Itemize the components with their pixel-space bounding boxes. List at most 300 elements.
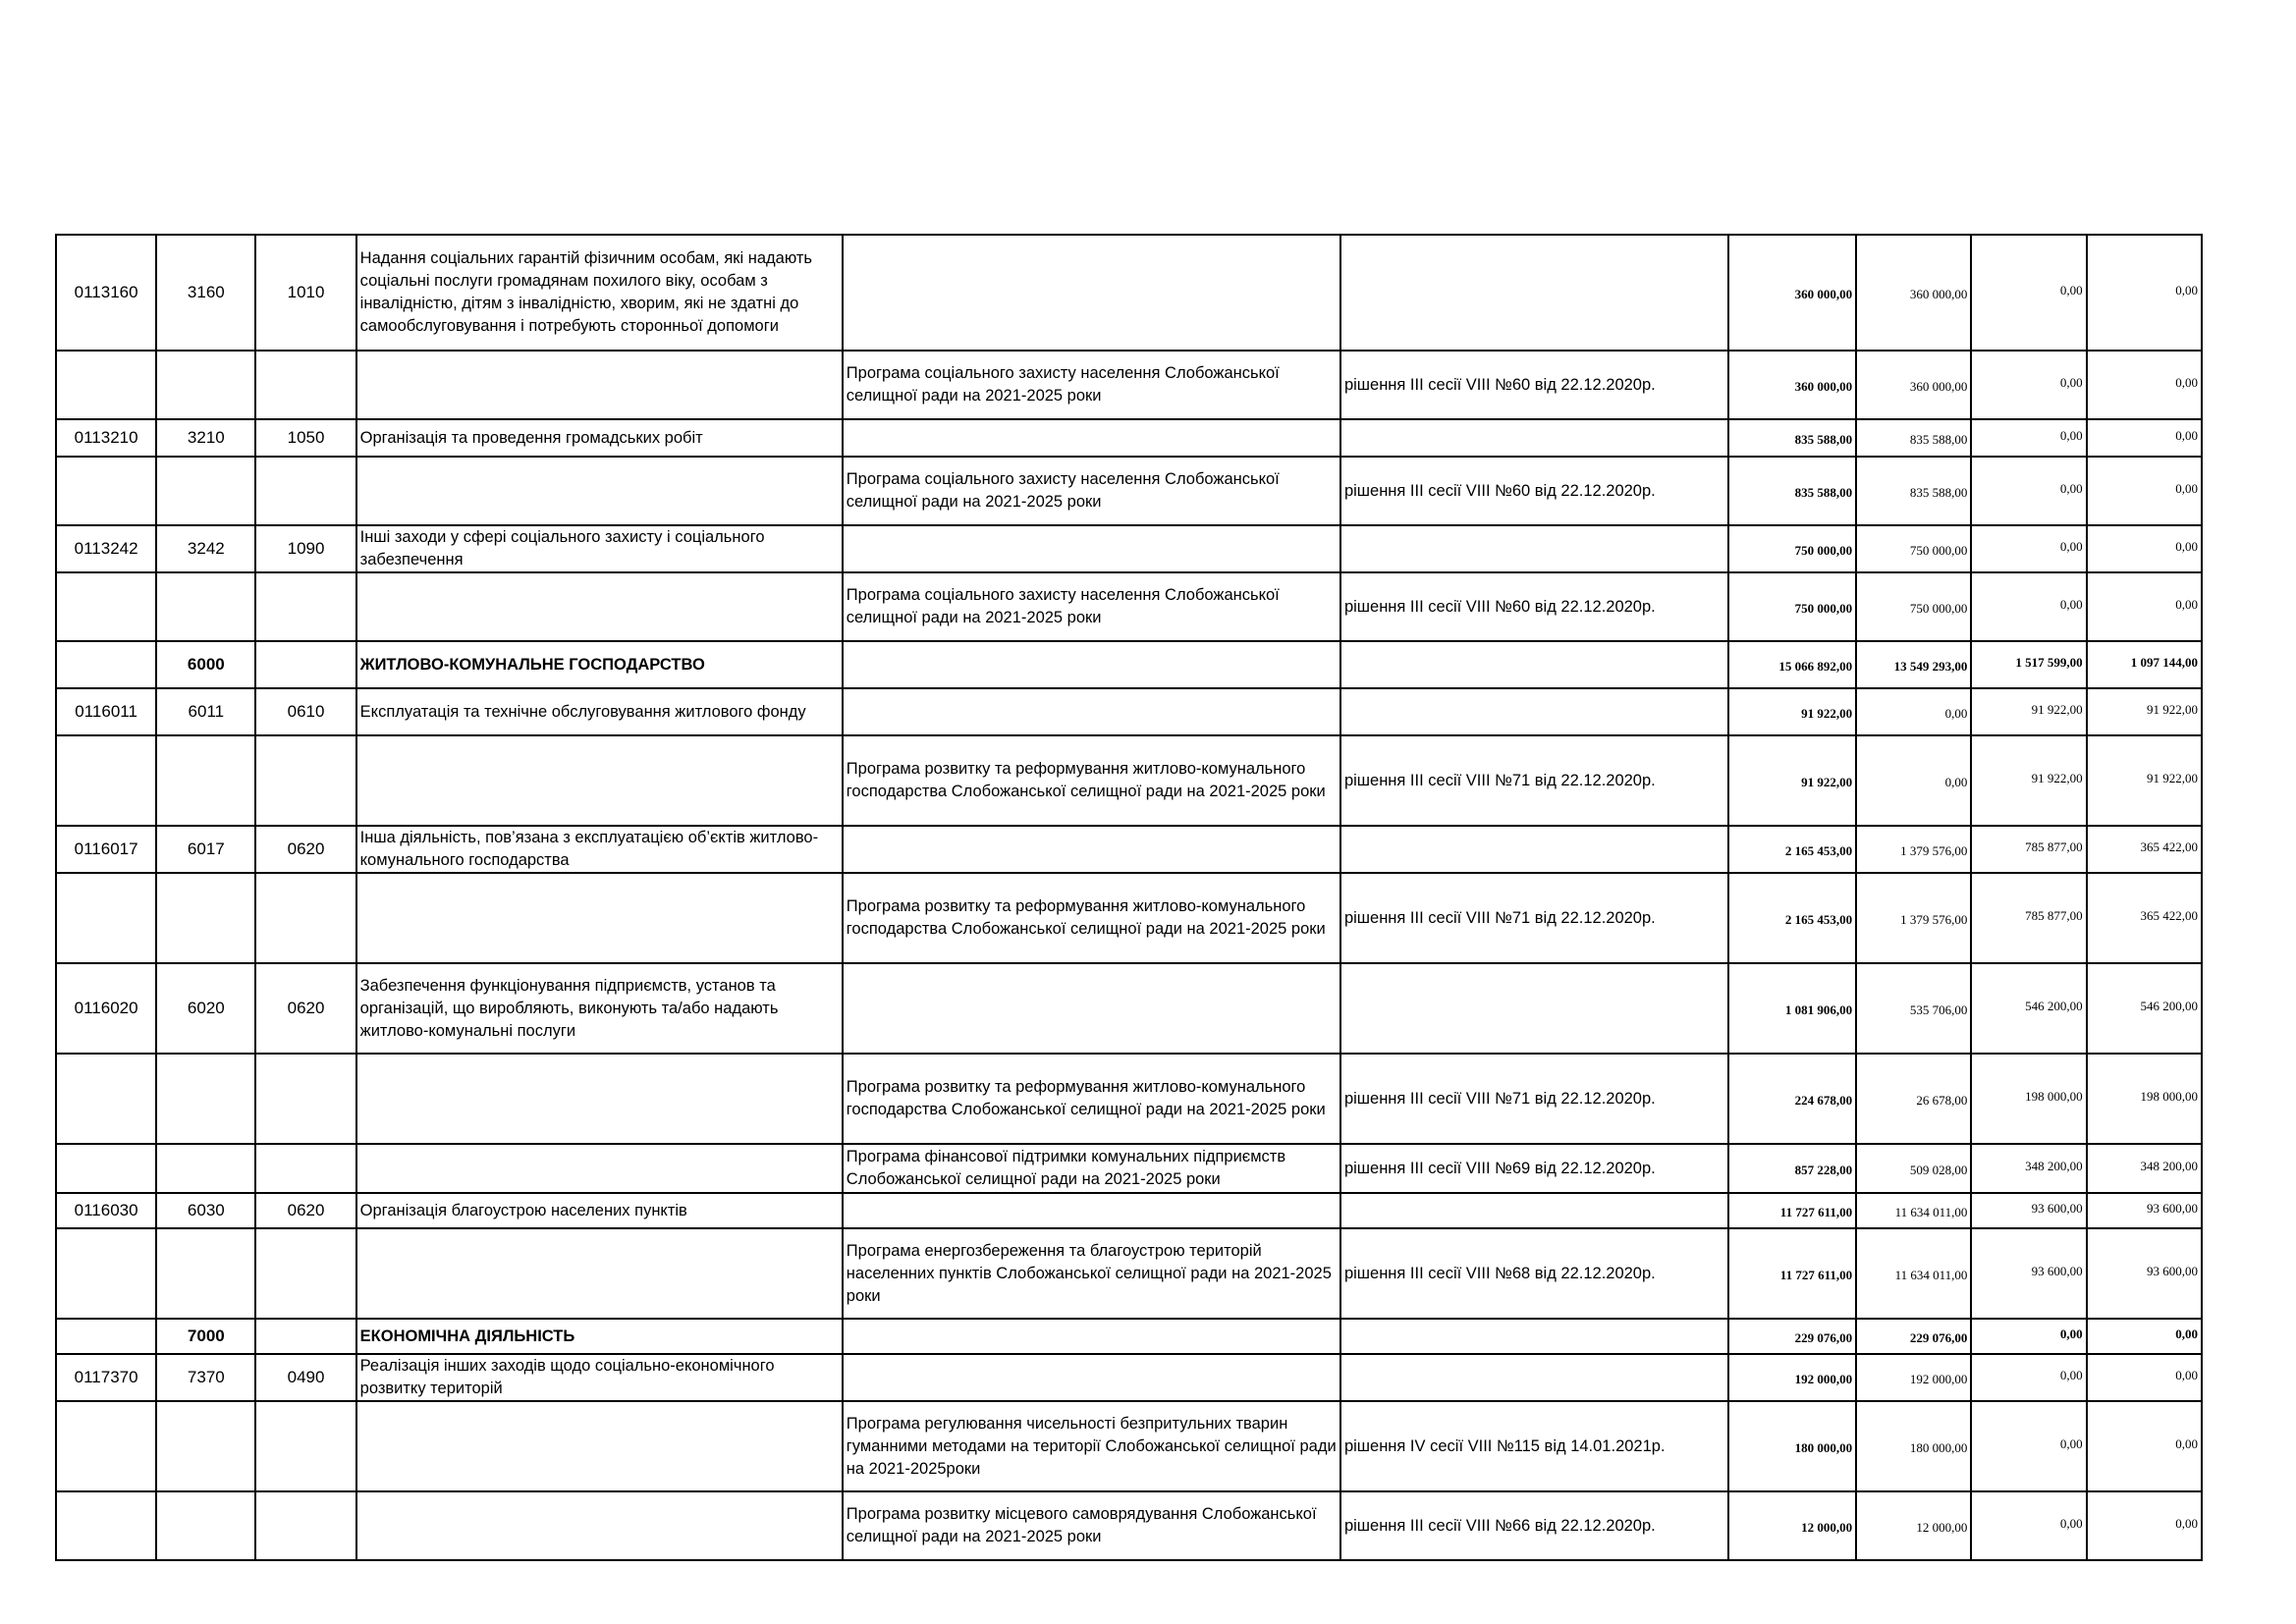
special-fund-value: [1971, 572, 2086, 641]
development-budget-value-text: 0,00: [2175, 539, 2198, 554]
code-cell-function: [255, 1491, 355, 1560]
development-budget-value: [2087, 351, 2202, 419]
general-fund-value-text: 0,00: [1944, 706, 1968, 721]
development-budget-value-text: 0,00: [2175, 375, 2198, 390]
code-cell-typical: 3210: [156, 419, 255, 457]
code-cell-typical: 6000: [156, 641, 255, 688]
total-value: [1728, 1319, 1856, 1354]
code-cell-function: 0490: [255, 1354, 355, 1401]
program-row: [56, 873, 2202, 963]
general-fund-value-text: 360 000,00: [1909, 379, 1968, 394]
code-cell-typical: 7000: [156, 1319, 255, 1354]
program-cell: Програма розвитку місцевого самоврядування Слобожанської селищної ради на 2021-2025 роки: [843, 1491, 1340, 1560]
budget-programs-table: [55, 234, 2203, 1561]
total-value-text: 11 727 611,00: [1779, 1268, 1853, 1282]
special-fund-value: [1971, 525, 2086, 572]
special-fund-value-text: 0,00: [2059, 1326, 2083, 1341]
special-fund-value-text: 91 922,00: [2031, 771, 2083, 785]
name-cell: ЕКОНОМІЧНА ДІЯЛЬНІСТЬ: [356, 1319, 843, 1354]
total-value: [1728, 1354, 1856, 1401]
special-fund-value-text: 0,00: [2059, 539, 2083, 554]
table-row: [56, 1354, 2202, 1401]
decision-cell: [1340, 688, 1728, 735]
code-cell-function: [255, 873, 355, 963]
code-cell-typical: 6020: [156, 963, 255, 1054]
total-value-text: 180 000,00: [1794, 1440, 1853, 1455]
general-fund-value: [1856, 826, 1971, 873]
development-budget-value: [2087, 572, 2202, 641]
code-cell-function: [255, 1319, 355, 1354]
special-fund-value: [1971, 1228, 2086, 1319]
code-cell-function: [255, 351, 355, 419]
decision-cell: [1340, 1193, 1728, 1228]
program-cell: [843, 641, 1340, 688]
program-cell: [843, 419, 1340, 457]
program-cell: Програма регулювання чисельності безпритульних тварин гуманними методами на території Слобожанської селищної ради на 2021-2025роки: [843, 1401, 1340, 1491]
total-value-text: 91 922,00: [1801, 775, 1853, 789]
program-row: [56, 1144, 2202, 1193]
name-cell: [356, 1401, 843, 1491]
special-fund-value-text: 93 600,00: [2031, 1201, 2083, 1216]
code-cell-typical: 6030: [156, 1193, 255, 1228]
general-fund-value: [1856, 641, 1971, 688]
special-fund-value: [1971, 235, 2086, 351]
total-value-text: 229 076,00: [1794, 1330, 1853, 1345]
total-value-text: 12 000,00: [1801, 1520, 1853, 1535]
code-cell-typical: 6011: [156, 688, 255, 735]
special-fund-value: [1971, 1491, 2086, 1560]
general-fund-value: [1856, 235, 1971, 351]
table-row: [56, 688, 2202, 735]
development-budget-value: [2087, 419, 2202, 457]
decision-cell: [1340, 826, 1728, 873]
total-value-text: 2 165 453,00: [1784, 912, 1853, 927]
code-cell-typical: [156, 1054, 255, 1144]
development-budget-value-text: 0,00: [2175, 481, 2198, 496]
total-value-text: 1 081 906,00: [1784, 1002, 1853, 1017]
total-value-text: 15 066 892,00: [1778, 659, 1853, 674]
name-cell: [356, 873, 843, 963]
decision-cell: [1340, 1354, 1728, 1401]
development-budget-value: [2087, 525, 2202, 572]
special-fund-value-text: 91 922,00: [2031, 702, 2083, 717]
total-value-text: 835 588,00: [1794, 432, 1853, 447]
program-cell: Програма енергозбереження та благоустрою територій населенних пунктів Слобожанської селищної ради на 2021-2025 роки: [843, 1228, 1340, 1319]
total-value-text: 192 000,00: [1794, 1372, 1853, 1386]
name-cell: [356, 1491, 843, 1560]
decision-cell: рішення ІІІ сесії VІІІ №69 від 22.12.2020р.: [1340, 1144, 1728, 1193]
program-cell: [843, 688, 1340, 735]
special-fund-value-text: 198 000,00: [2025, 1089, 2083, 1104]
special-fund-value: [1971, 873, 2086, 963]
name-cell: [356, 572, 843, 641]
code-cell-program: 0113242: [56, 525, 156, 572]
table-body: [56, 235, 2202, 1560]
code-cell-function: [255, 1401, 355, 1491]
total-value: [1728, 688, 1856, 735]
special-fund-value: [1971, 457, 2086, 525]
general-fund-value: [1856, 351, 1971, 419]
general-fund-value-text: 11 634 011,00: [1894, 1205, 1968, 1219]
code-cell-program: [56, 735, 156, 826]
development-budget-value-text: 0,00: [2175, 1516, 2198, 1531]
general-fund-value: [1856, 572, 1971, 641]
code-cell-typical: [156, 572, 255, 641]
code-cell-program: [56, 1054, 156, 1144]
name-cell: Забезпечення функціонування підприємств, установ та організацій, що виробляють, виконують та/або надають житлово-комунальні послуги: [356, 963, 843, 1054]
name-cell: [356, 457, 843, 525]
development-budget-value-text: 0,00: [2175, 597, 2198, 612]
special-fund-value: [1971, 1054, 2086, 1144]
name-cell: Надання соціальних гарантій фізичним особам, які надають соціальні послуги громадянам похилого віку, особам з інвалідністю, дітям з інвалідністю, хворим, які не здатні до самообслуговування і потребують сторонньої допомоги: [356, 235, 843, 351]
total-value-text: 750 000,00: [1794, 601, 1853, 616]
development-budget-value: [2087, 826, 2202, 873]
program-cell: [843, 1193, 1340, 1228]
code-cell-program: [56, 457, 156, 525]
program-cell: [843, 525, 1340, 572]
general-fund-value: [1856, 963, 1971, 1054]
general-fund-value: [1856, 688, 1971, 735]
program-row: [56, 1401, 2202, 1491]
general-fund-value-text: 535 706,00: [1909, 1002, 1968, 1017]
program-cell: [843, 826, 1340, 873]
general-fund-value-text: 1 379 576,00: [1900, 912, 1968, 927]
total-value-text: 11 727 611,00: [1779, 1205, 1853, 1219]
total-value-text: 224 678,00: [1794, 1093, 1853, 1108]
development-budget-value: [2087, 1144, 2202, 1193]
decision-cell: [1340, 235, 1728, 351]
total-value: [1728, 419, 1856, 457]
development-budget-value-text: 0,00: [2175, 428, 2198, 443]
code-cell-program: [56, 1491, 156, 1560]
special-fund-value: [1971, 826, 2086, 873]
general-fund-value: [1856, 525, 1971, 572]
general-fund-value-text: 835 588,00: [1909, 432, 1968, 447]
special-fund-value-text: 0,00: [2059, 1436, 2083, 1451]
name-cell: [356, 1228, 843, 1319]
general-fund-value-text: 360 000,00: [1909, 287, 1968, 301]
code-cell-program: 0116030: [56, 1193, 156, 1228]
program-row: [56, 735, 2202, 826]
general-fund-value-text: 12 000,00: [1916, 1520, 1968, 1535]
development-budget-value-text: 365 422,00: [2140, 839, 2198, 854]
name-cell: Інша діяльність, пов’язана з експлуатацією об’єктів житлово-комунального господарства: [356, 826, 843, 873]
development-budget-value-text: 198 000,00: [2140, 1089, 2198, 1104]
name-cell: [356, 351, 843, 419]
total-value: [1728, 735, 1856, 826]
decision-cell: [1340, 1319, 1728, 1354]
total-value: [1728, 235, 1856, 351]
development-budget-value: [2087, 688, 2202, 735]
development-budget-value-text: 91 922,00: [2147, 702, 2198, 717]
special-fund-value-text: 0,00: [2059, 481, 2083, 496]
decision-cell: рішення ІІІ сесії VІІІ №60 від 22.12.2020р.: [1340, 457, 1728, 525]
table-row: [56, 525, 2202, 572]
code-cell-function: [255, 735, 355, 826]
general-fund-value: [1856, 1228, 1971, 1319]
total-value-text: 750 000,00: [1794, 543, 1853, 558]
general-fund-value-text: 750 000,00: [1909, 601, 1968, 616]
program-row: [56, 1491, 2202, 1560]
name-cell: [356, 1054, 843, 1144]
general-fund-value: [1856, 1491, 1971, 1560]
total-value-text: 360 000,00: [1794, 287, 1853, 301]
code-cell-typical: [156, 457, 255, 525]
code-cell-program: 0116011: [56, 688, 156, 735]
special-fund-value-text: 546 200,00: [2025, 999, 2083, 1013]
code-cell-function: 0620: [255, 1193, 355, 1228]
total-value-text: 835 588,00: [1794, 485, 1853, 500]
table-row: [56, 235, 2202, 351]
special-fund-value-text: 0,00: [2059, 1368, 2083, 1382]
name-cell: ЖИТЛОВО-КОМУНАЛЬНЕ ГОСПОДАРСТВО: [356, 641, 843, 688]
code-cell-typical: 7370: [156, 1354, 255, 1401]
total-value: [1728, 641, 1856, 688]
code-cell-program: [56, 1401, 156, 1491]
general-fund-value-text: 26 678,00: [1916, 1093, 1968, 1108]
code-cell-program: [56, 1228, 156, 1319]
development-budget-value-text: 93 600,00: [2147, 1264, 2198, 1278]
special-fund-value-text: 785 877,00: [2025, 839, 2083, 854]
development-budget-value: [2087, 457, 2202, 525]
program-cell: Програма соціального захисту населення Слобожанської селищної ради на 2021-2025 роки: [843, 457, 1340, 525]
decision-cell: рішення ІІІ сесії VІІІ №71 від 22.12.2020р.: [1340, 735, 1728, 826]
decision-cell: рішення ІV сесії VІІІ №115 від 14.01.2021р.: [1340, 1401, 1728, 1491]
program-cell: Програма розвитку та реформування житлово-комунального господарства Слобожанської селищної ради на 2021-2025 роки: [843, 1054, 1340, 1144]
code-cell-function: 0610: [255, 688, 355, 735]
program-cell: Програма соціального захисту населення Слобожанської селищної ради на 2021-2025 роки: [843, 351, 1340, 419]
code-cell-function: [255, 1228, 355, 1319]
total-value: [1728, 1054, 1856, 1144]
development-budget-value: [2087, 873, 2202, 963]
program-cell: [843, 1319, 1340, 1354]
development-budget-value: [2087, 1491, 2202, 1560]
code-cell-function: 0620: [255, 963, 355, 1054]
code-cell-function: 1010: [255, 235, 355, 351]
decision-cell: [1340, 641, 1728, 688]
general-fund-value-text: 229 076,00: [1909, 1330, 1968, 1345]
special-fund-value-text: 0,00: [2059, 375, 2083, 390]
decision-cell: рішення ІІІ сесії VІІІ №71 від 22.12.2020р.: [1340, 873, 1728, 963]
decision-cell: [1340, 419, 1728, 457]
code-cell-typical: [156, 1491, 255, 1560]
general-fund-value-text: 192 000,00: [1909, 1372, 1968, 1386]
code-cell-program: [56, 572, 156, 641]
total-value-text: 360 000,00: [1794, 379, 1853, 394]
program-row: [56, 351, 2202, 419]
program-cell: Програма соціального захисту населення Слобожанської селищної ради на 2021-2025 роки: [843, 572, 1340, 641]
total-value-text: 857 228,00: [1794, 1163, 1853, 1177]
code-cell-typical: 3242: [156, 525, 255, 572]
total-value: [1728, 1193, 1856, 1228]
general-fund-value-text: 1 379 576,00: [1900, 843, 1968, 858]
code-cell-program: [56, 351, 156, 419]
code-cell-typical: [156, 1228, 255, 1319]
total-value: [1728, 525, 1856, 572]
total-value-text: 91 922,00: [1801, 706, 1853, 721]
special-fund-value-text: 0,00: [2059, 1516, 2083, 1531]
special-fund-value: [1971, 1354, 2086, 1401]
code-cell-typical: [156, 351, 255, 419]
name-cell: Інші заходи у сфері соціального захисту і соціального забезпечення: [356, 525, 843, 572]
general-fund-value: [1856, 1054, 1971, 1144]
name-cell: Реалізація інших заходів щодо соціально-економічного розвитку територій: [356, 1354, 843, 1401]
program-cell: [843, 1354, 1340, 1401]
general-fund-value-text: 180 000,00: [1909, 1440, 1968, 1455]
total-value: [1728, 963, 1856, 1054]
general-fund-value-text: 11 634 011,00: [1894, 1268, 1968, 1282]
development-budget-value-text: 546 200,00: [2140, 999, 2198, 1013]
development-budget-value-text: 91 922,00: [2147, 771, 2198, 785]
development-budget-value: [2087, 1401, 2202, 1491]
table-row: [56, 826, 2202, 873]
code-cell-program: 0113160: [56, 235, 156, 351]
section-row: [56, 641, 2202, 688]
code-cell-program: [56, 1319, 156, 1354]
code-cell-function: 1090: [255, 525, 355, 572]
special-fund-value: [1971, 688, 2086, 735]
special-fund-value-text: 0,00: [2059, 283, 2083, 298]
total-value: [1728, 351, 1856, 419]
special-fund-value: [1971, 963, 2086, 1054]
code-cell-program: [56, 641, 156, 688]
decision-cell: рішення ІІІ сесії VІІІ №66 від 22.12.2020р.: [1340, 1491, 1728, 1560]
section-row: [56, 1319, 2202, 1354]
code-cell-program: [56, 873, 156, 963]
code-cell-program: 0116017: [56, 826, 156, 873]
decision-cell: [1340, 963, 1728, 1054]
code-cell-function: [255, 1054, 355, 1144]
decision-cell: рішення ІІІ сесії VІІІ №60 від 22.12.2020р.: [1340, 351, 1728, 419]
general-fund-value-text: 750 000,00: [1909, 543, 1968, 558]
program-row: [56, 572, 2202, 641]
development-budget-value-text: 93 600,00: [2147, 1201, 2198, 1216]
total-value: [1728, 1228, 1856, 1319]
program-row: [56, 1054, 2202, 1144]
development-budget-value: [2087, 1228, 2202, 1319]
development-budget-value-text: 0,00: [2175, 1326, 2198, 1341]
general-fund-value: [1856, 735, 1971, 826]
code-cell-program: [56, 1144, 156, 1193]
code-cell-function: [255, 641, 355, 688]
general-fund-value-text: 13 549 293,00: [1893, 659, 1968, 674]
total-value: [1728, 826, 1856, 873]
total-value: [1728, 572, 1856, 641]
special-fund-value: [1971, 419, 2086, 457]
table-row: [56, 419, 2202, 457]
special-fund-value-text: 348 200,00: [2025, 1159, 2083, 1173]
development-budget-value-text: 348 200,00: [2140, 1159, 2198, 1173]
special-fund-value: [1971, 1193, 2086, 1228]
general-fund-value: [1856, 457, 1971, 525]
code-cell-typical: [156, 1401, 255, 1491]
decision-cell: рішення ІІІ сесії VІІІ №60 від 22.12.2020р.: [1340, 572, 1728, 641]
special-fund-value-text: 1 517 599,00: [2015, 655, 2083, 670]
code-cell-typical: [156, 1144, 255, 1193]
general-fund-value: [1856, 873, 1971, 963]
code-cell-typical: 3160: [156, 235, 255, 351]
program-row: [56, 1228, 2202, 1319]
development-budget-value-text: 1 097 144,00: [2130, 655, 2198, 670]
decision-cell: рішення ІІІ сесії VІІІ №68 від 22.12.2020р.: [1340, 1228, 1728, 1319]
development-budget-value-text: 365 422,00: [2140, 908, 2198, 923]
development-budget-value: [2087, 1193, 2202, 1228]
general-fund-value-text: 835 588,00: [1909, 485, 1968, 500]
program-cell: [843, 235, 1340, 351]
special-fund-value: [1971, 1401, 2086, 1491]
decision-cell: [1340, 525, 1728, 572]
general-fund-value: [1856, 419, 1971, 457]
name-cell: [356, 1144, 843, 1193]
code-cell-function: [255, 457, 355, 525]
code-cell-program: 0116020: [56, 963, 156, 1054]
name-cell: Експлуатація та технічне обслуговування житлового фонду: [356, 688, 843, 735]
program-cell: Програма розвитку та реформування житлово-комунального господарства Слобожанської селищної ради на 2021-2025 роки: [843, 735, 1340, 826]
code-cell-function: 0620: [255, 826, 355, 873]
program-cell: Програма фінансової підтримки комунальних підприємств Слобожанської селищної ради на 2021-2025 роки: [843, 1144, 1340, 1193]
code-cell-function: [255, 572, 355, 641]
development-budget-value: [2087, 1054, 2202, 1144]
special-fund-value: [1971, 1144, 2086, 1193]
decision-cell: рішення ІІІ сесії VІІІ №71 від 22.12.2020р.: [1340, 1054, 1728, 1144]
development-budget-value: [2087, 1319, 2202, 1354]
development-budget-value-text: 0,00: [2175, 283, 2198, 298]
table-row: [56, 1193, 2202, 1228]
total-value: [1728, 1144, 1856, 1193]
general-fund-value: [1856, 1354, 1971, 1401]
special-fund-value-text: 0,00: [2059, 597, 2083, 612]
special-fund-value-text: 785 877,00: [2025, 908, 2083, 923]
development-budget-value-text: 0,00: [2175, 1436, 2198, 1451]
name-cell: [356, 735, 843, 826]
program-row: [56, 457, 2202, 525]
general-fund-value: [1856, 1401, 1971, 1491]
code-cell-function: 1050: [255, 419, 355, 457]
name-cell: Організація та проведення громадських робіт: [356, 419, 843, 457]
development-budget-value: [2087, 1354, 2202, 1401]
name-cell: Організація благоустрою населених пунктів: [356, 1193, 843, 1228]
special-fund-value: [1971, 1319, 2086, 1354]
program-cell: [843, 963, 1340, 1054]
total-value-text: 2 165 453,00: [1784, 843, 1853, 858]
development-budget-value: [2087, 963, 2202, 1054]
table-row: [56, 963, 2202, 1054]
general-fund-value: [1856, 1144, 1971, 1193]
development-budget-value: [2087, 235, 2202, 351]
development-budget-value: [2087, 641, 2202, 688]
total-value: [1728, 873, 1856, 963]
special-fund-value: [1971, 641, 2086, 688]
code-cell-typical: [156, 873, 255, 963]
special-fund-value: [1971, 735, 2086, 826]
total-value: [1728, 1401, 1856, 1491]
code-cell-typical: [156, 735, 255, 826]
special-fund-value: [1971, 351, 2086, 419]
general-fund-value: [1856, 1319, 1971, 1354]
general-fund-value: [1856, 1193, 1971, 1228]
code-cell-function: [255, 1144, 355, 1193]
special-fund-value-text: 0,00: [2059, 428, 2083, 443]
code-cell-program: 0113210: [56, 419, 156, 457]
program-cell: Програма розвитку та реформування житлово-комунального господарства Слобожанської селищної ради на 2021-2025 роки: [843, 873, 1340, 963]
special-fund-value-text: 93 600,00: [2031, 1264, 2083, 1278]
development-budget-value-text: 0,00: [2175, 1368, 2198, 1382]
development-budget-value: [2087, 735, 2202, 826]
general-fund-value-text: 509 028,00: [1909, 1163, 1968, 1177]
code-cell-program: 0117370: [56, 1354, 156, 1401]
total-value: [1728, 1491, 1856, 1560]
code-cell-typical: 6017: [156, 826, 255, 873]
